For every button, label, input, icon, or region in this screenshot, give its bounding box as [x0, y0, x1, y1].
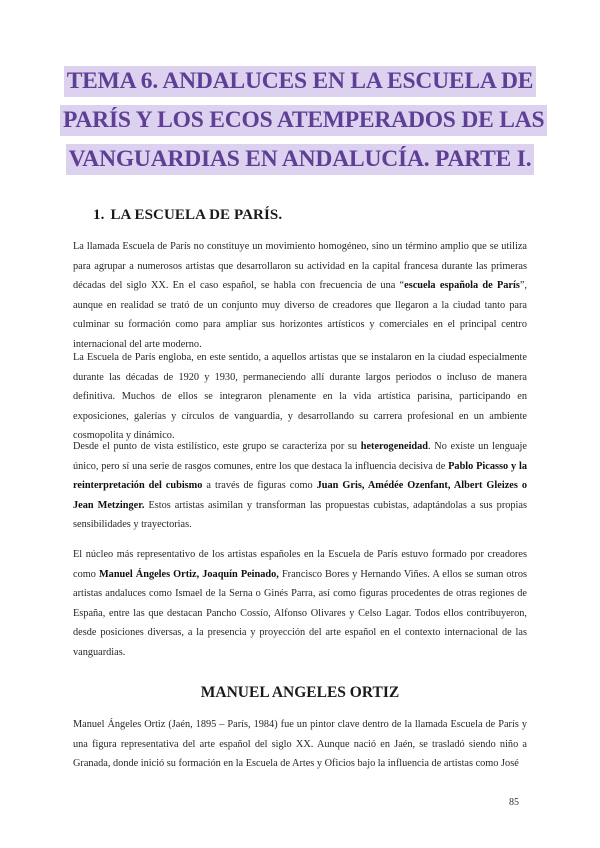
- text-run: La Escuela de París engloba, en este sentido, a aquellos artistas que se instalaron en la ciudad especialmente durante las décadas de 1920 y 1930, permaneciendo allí durante largos periodos o incluso de manera definitiva. Muchos de ellos se integraron plenamente en la vida artística parisina, participando en exposiciones, galerías y círculos de vanguardia, y desarrollando su carrera profesional en un ambiente cosmopolita y dinámico.: [73, 352, 527, 442]
- bold-text-run: Juan Gris, Amédée Ozenfant, Albert Gleizes o Jean Metzinger.: [73, 480, 527, 511]
- section-heading: [93, 207, 282, 224]
- paragraph-1: [73, 237, 527, 355]
- text-run: Desde el punto de vista estilístico, este grupo se caracteriza por su: [73, 441, 361, 452]
- title-line-3: VANGUARDIAS EN ANDALUCÍA. PARTE I.: [66, 144, 535, 175]
- text-run: a través de figuras como: [202, 480, 317, 492]
- paragraph-3: [73, 437, 527, 535]
- text-run: Manuel Ángeles Ortiz (Jaén, 1895 – París, 1984) fue un pintor clave dentro de la llamada Escuela de París y una figura representativa del arte español del siglo XX. Aunque nació en Jaén, se trasladó siendo niño a Granada, donde inició su formación en la Escuela de Artes y Oficios bajo la influencia de artistas como José: [73, 719, 527, 770]
- section-number: 1.: [93, 207, 105, 223]
- paragraph-4: [73, 545, 527, 663]
- bold-text-run: Manuel Ángeles Ortiz, Joaquín Peinado,: [98, 568, 279, 580]
- paragraph-5: [73, 715, 527, 774]
- text-run: . No existe un lenguaje único, pero sí una serie de rasgos comunes, entre los que destaca la influencia decisiva de: [73, 441, 527, 472]
- text-run: La llamada Escuela de París no constituye un movimiento homogéneo, sino un término amplio que se utiliza para agrupar a numerosos artistas que desarrollaron su actividad en la capital francesa durante las primeras décadas del siglo XX. En el caso español, se habla con frecuencia de una “: [73, 241, 527, 292]
- title-line-2: PARÍS Y LOS ECOS ATEMPERADOS DE LAS: [60, 105, 547, 136]
- paragraph-2: [73, 348, 527, 446]
- bold-text-run: heterogeneidad: [360, 441, 429, 452]
- section-title: LA ESCUELA DE PARÍS.: [110, 207, 283, 223]
- text-run: Francisco Bores y Hernando Viñes. A ellos se suman otros artistas andaluces como Ismael de la Serna o Ginés Parra, así como figuras procedentes de otras regiones de España, entre las que destacan Pancho Cossío, Alfonso Olivares y Celso Lagar. Todos ellos contribuyeron, desde posiciones diversas, a la presencia y proyección del arte español en el contexto internacional de las vanguardias.: [73, 568, 528, 658]
- page-number: 85: [509, 797, 519, 808]
- bold-text-run: Pablo Picasso y la reinterpretación del cubismo: [73, 460, 527, 492]
- text-run: ”, aunque en realidad se trató de un conjunto muy diverso de creadores que llegaron a la ciudad tanto para culminar su formación como para ampliar sus horizontes artísticos y comerciales en el principal centro internacional del arte moderno.: [73, 280, 528, 350]
- title-line-1: TEMA 6. ANDALUCES EN LA ESCUELA DE: [64, 66, 537, 97]
- chapter-title: [60, 66, 545, 183]
- text-run: El núcleo más representativo de los artistas españoles en la Escuela de París estuvo formado por creadores como: [73, 549, 527, 580]
- subheading-artist: MANUEL ANGELES ORTIZ: [200, 684, 400, 701]
- bold-text-run: escuela española de París: [404, 280, 520, 292]
- text-run: Estos artistas asimilan y transforman las propuestas cubistas, adaptándolas a sus propias sensibilidades y trayectorias.: [73, 499, 527, 531]
